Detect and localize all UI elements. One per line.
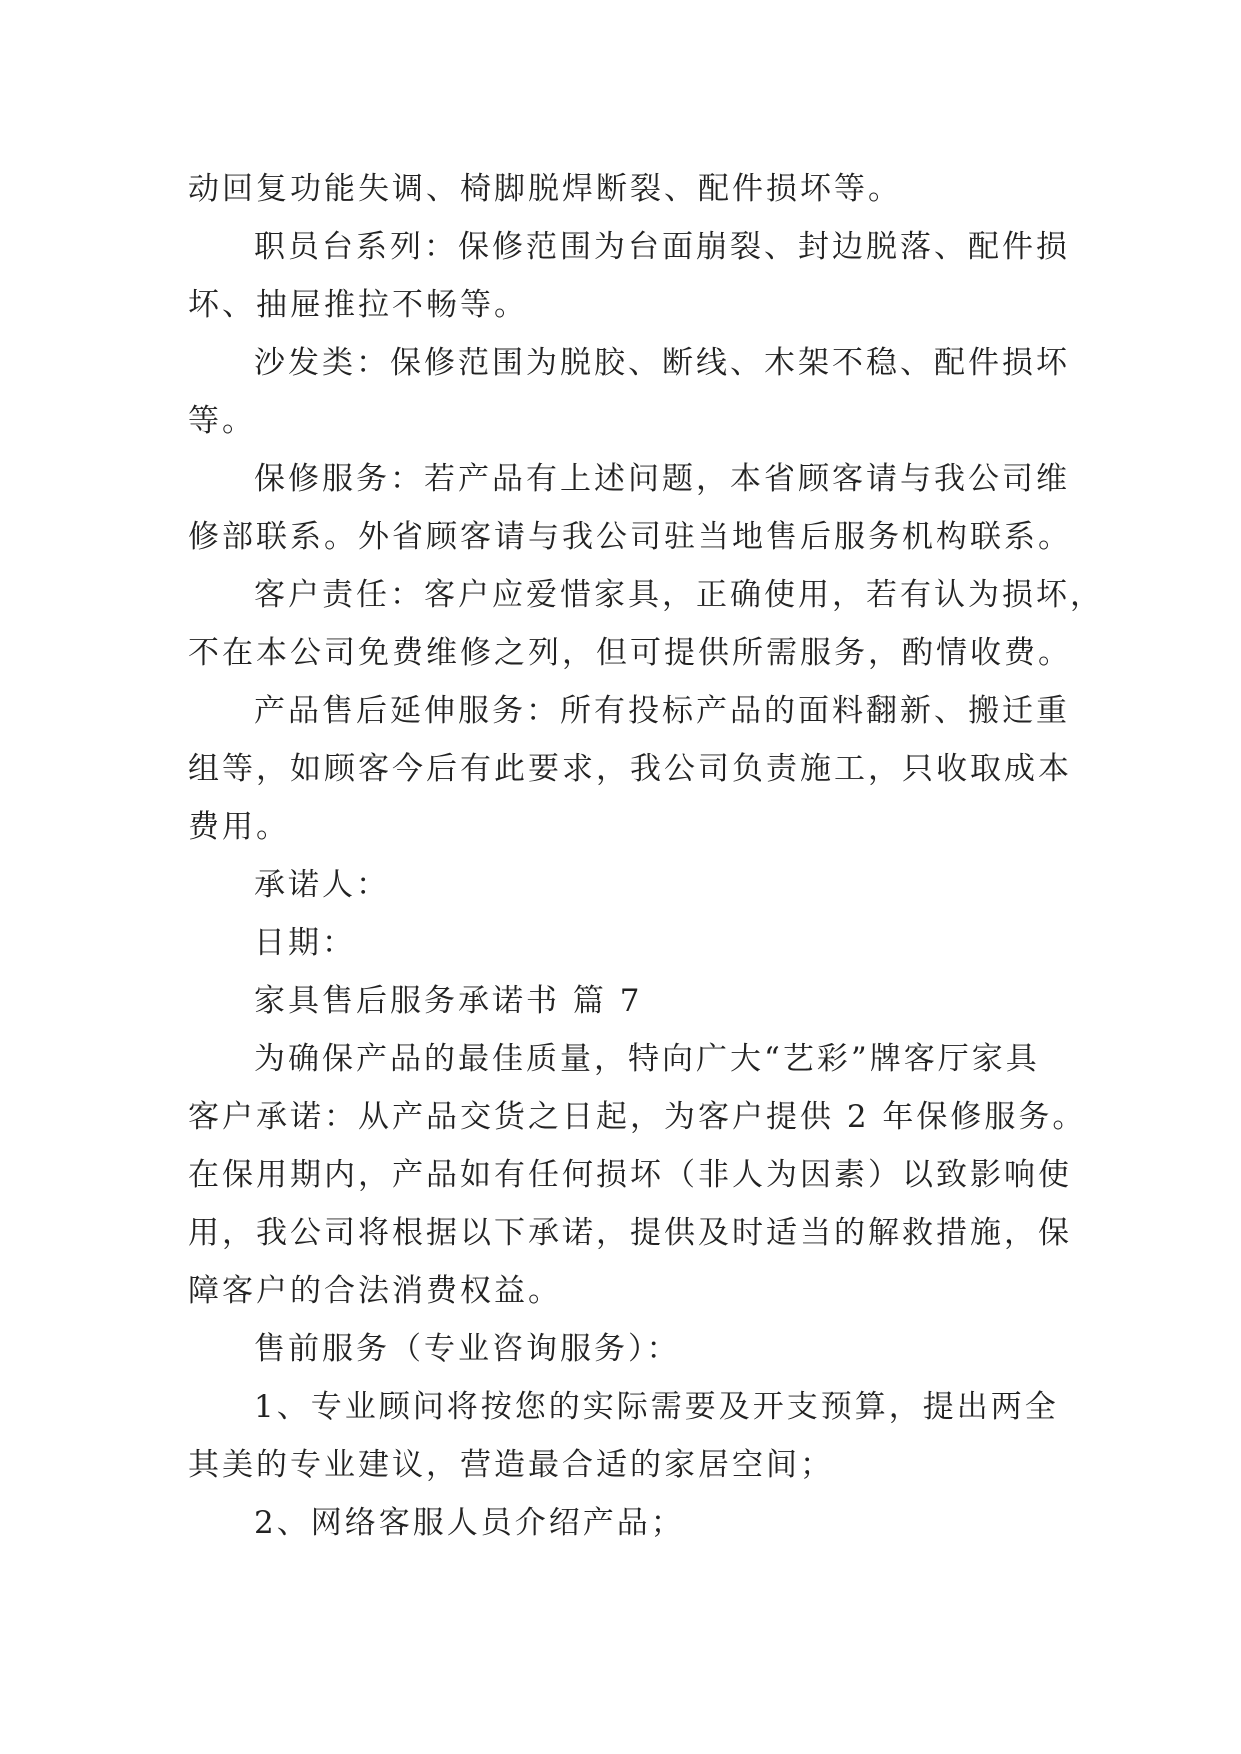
paragraph-line: 动回复功能失调、椅脚脱焊断裂、配件损坏等。 [188, 171, 902, 207]
paragraph-line: 等。 [188, 403, 256, 439]
list-item: 1、专业顾问将按您的实际需要及开支预算，提出两全 [254, 1389, 1059, 1425]
paragraph-line: 产品售后延伸服务：所有投标产品的面料翻新、搬迁重 [254, 693, 1070, 729]
paragraph-line: 费用。 [188, 809, 290, 845]
paragraph-line: 客户承诺：从产品交货之日起，为客户提供 2 年保修服务。 [188, 1099, 1087, 1135]
section-heading: 家具售后服务承诺书 篇 7 [254, 983, 643, 1019]
paragraph-line: 保修服务：若产品有上述问题，本省顾客请与我公司维 [254, 461, 1070, 497]
paragraph-line: 组等，如顾客今后有此要求，我公司负责施工，只收取成本 [188, 751, 1072, 787]
paragraph-line: 障客户的合法消费权益。 [188, 1273, 562, 1309]
paragraph-line: 不在本公司免费维修之列，但可提供所需服务，酌情收费。 [188, 635, 1072, 671]
paragraph-line: 沙发类：保修范围为脱胶、断线、木架不稳、配件损坏 [254, 345, 1070, 381]
paragraph-line: 为确保产品的最佳质量，特向广大“艺彩”牌客厅家具 [254, 1041, 1040, 1077]
paragraph-line: 在保用期内，产品如有任何损坏（非人为因素）以致影响使 [188, 1157, 1072, 1193]
list-item: 2、网络客服人员介绍产品； [254, 1505, 685, 1541]
document-body [188, 160, 1104, 1552]
paragraph-line: 客户责任：客户应爱惜家具，正确使用，若有认为损坏， [254, 577, 1104, 613]
list-item-continuation: 其美的专业建议，营造最合适的家居空间； [188, 1447, 834, 1483]
paragraph-line: 职员台系列：保修范围为台面崩裂、封边脱落、配件损 [254, 229, 1070, 265]
paragraph-line: 用，我公司将根据以下承诺，提供及时适当的解救措施，保 [188, 1215, 1072, 1251]
date-label: 日期： [254, 925, 356, 961]
signer-label: 承诺人： [254, 867, 390, 903]
paragraph-line: 修部联系。外省顾客请与我公司驻当地售后服务机构联系。 [188, 519, 1072, 555]
subsection-heading: 售前服务（专业咨询服务）： [254, 1331, 681, 1367]
paragraph-line: 坏、抽屉推拉不畅等。 [188, 287, 528, 323]
